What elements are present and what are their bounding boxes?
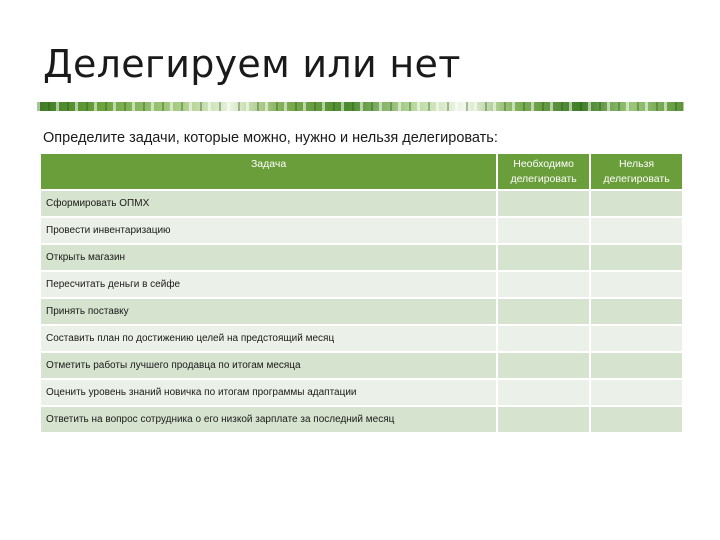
cannot-delegate-cell[interactable] bbox=[590, 190, 683, 217]
cannot-delegate-cell[interactable] bbox=[590, 406, 683, 433]
cannot-delegate-cell[interactable] bbox=[590, 244, 683, 271]
must-delegate-cell[interactable] bbox=[497, 217, 590, 244]
cannot-delegate-cell[interactable] bbox=[590, 379, 683, 406]
task-cell: Принять поставку bbox=[40, 298, 497, 325]
slide-subtitle: Определите задачи, которые можно, нужно и нельзя делегировать: bbox=[43, 130, 498, 146]
task-cell: Оценить уровень знаний новичка по итогам программы адаптации bbox=[40, 379, 497, 406]
task-cell: Составить план по достижению целей на предстоящий месяц bbox=[40, 325, 497, 352]
must-delegate-cell[interactable] bbox=[497, 244, 590, 271]
table-row bbox=[40, 244, 683, 271]
table-row bbox=[40, 379, 683, 406]
cannot-delegate-cell[interactable] bbox=[590, 325, 683, 352]
must-delegate-cell[interactable] bbox=[497, 352, 590, 379]
table-row bbox=[40, 325, 683, 352]
decorative-banner bbox=[37, 102, 684, 111]
table-row bbox=[40, 217, 683, 244]
must-delegate-cell[interactable] bbox=[497, 325, 590, 352]
task-cell: Отметить работы лучшего продавца по итогам месяца bbox=[40, 352, 497, 379]
task-cell: Сформировать ОПМХ bbox=[40, 190, 497, 217]
table-row bbox=[40, 190, 683, 217]
task-delegation-table bbox=[39, 152, 684, 434]
cannot-delegate-cell[interactable] bbox=[590, 217, 683, 244]
task-cell: Открыть магазин bbox=[40, 244, 497, 271]
must-delegate-cell[interactable] bbox=[497, 190, 590, 217]
table-row bbox=[40, 271, 683, 298]
must-delegate-cell[interactable] bbox=[497, 271, 590, 298]
slide-title: Делегируем или нет bbox=[43, 42, 461, 86]
table-header-row bbox=[40, 153, 683, 190]
table-row bbox=[40, 352, 683, 379]
header-must-delegate: Необходимо делегировать bbox=[497, 153, 590, 190]
table-row bbox=[40, 406, 683, 433]
task-cell: Провести инвентаризацию bbox=[40, 217, 497, 244]
must-delegate-cell[interactable] bbox=[497, 298, 590, 325]
cannot-delegate-cell[interactable] bbox=[590, 352, 683, 379]
cannot-delegate-cell[interactable] bbox=[590, 271, 683, 298]
cannot-delegate-cell[interactable] bbox=[590, 298, 683, 325]
table-row bbox=[40, 298, 683, 325]
header-cannot-delegate: Нельзя делегировать bbox=[590, 153, 683, 190]
task-cell: Ответить на вопрос сотрудника о его низкой зарплате за последний месяц bbox=[40, 406, 497, 433]
must-delegate-cell[interactable] bbox=[497, 406, 590, 433]
header-task: Задача bbox=[40, 153, 497, 190]
must-delegate-cell[interactable] bbox=[497, 379, 590, 406]
task-cell: Пересчитать деньги в сейфе bbox=[40, 271, 497, 298]
